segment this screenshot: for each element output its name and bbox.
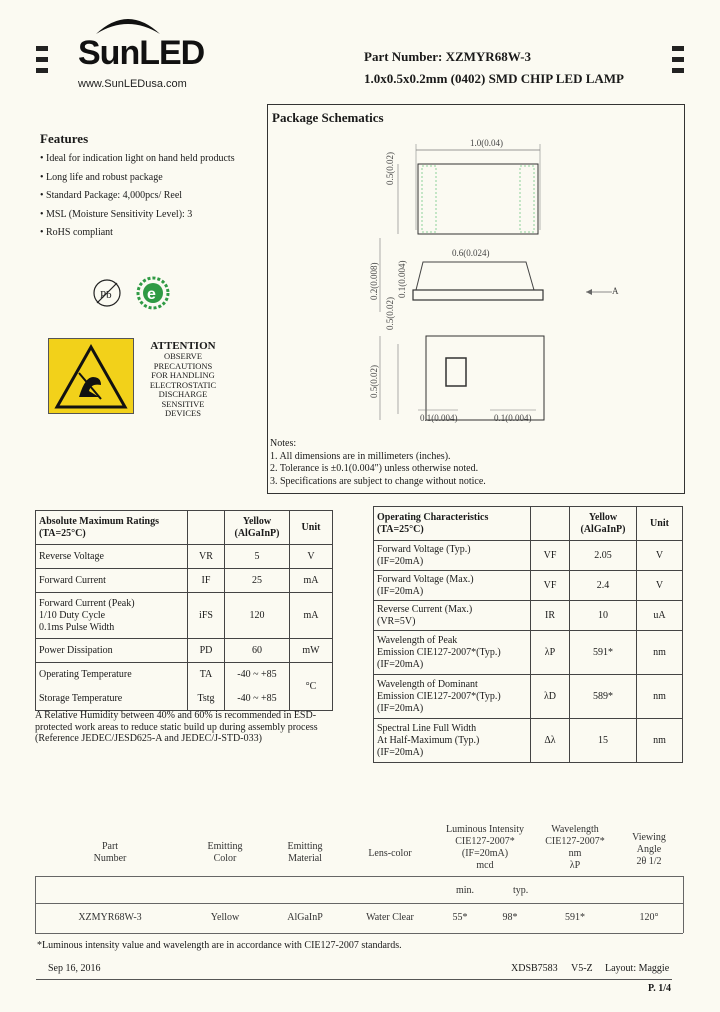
row-typ: 98* — [502, 912, 518, 923]
op-symbol: VF — [531, 571, 570, 601]
rating-unit: mA — [290, 569, 333, 593]
abs-max-table — [35, 510, 333, 711]
rating-name: Storage Temperature — [36, 687, 188, 711]
feature-item: • MSL (Moisture Sensitivity Level): 3 — [40, 206, 270, 225]
logo-arc-icon — [92, 10, 164, 36]
notes-title: Notes: — [270, 438, 297, 449]
rohs-e-text: e — [147, 286, 156, 303]
rating-name: Forward Current (Peak) — [39, 597, 135, 609]
dim-top: 1.0(0.04) — [470, 138, 503, 148]
footer-version: V5-Z — [571, 963, 593, 974]
op-unit: nm — [637, 719, 683, 763]
h-angle: Viewing — [632, 832, 666, 843]
h-iv-4: mcd — [476, 860, 494, 871]
op-param: Wavelength of Peak — [377, 634, 458, 646]
note-item: 2. Tolerance is ±0.1(0.004") unless otherwise noted. — [270, 463, 479, 474]
op-value: 591* — [570, 631, 637, 675]
op-param-2: Emission CIE127-2007*(Typ.) — [377, 690, 501, 702]
op-symbol: λD — [531, 675, 570, 719]
operating-char-table — [373, 506, 683, 763]
h-angle-3: 2θ 1/2 — [636, 856, 662, 867]
feature-item: • Ideal for indication light on hand held products — [40, 150, 270, 169]
col-unit: Unit — [290, 511, 333, 545]
part-table-divider-mid — [35, 903, 683, 904]
op-param-cond: (IF=20mA) — [377, 658, 424, 670]
esd-warning-icon — [48, 338, 134, 414]
pad-right — [520, 166, 534, 232]
footer-doc: XDSB7583 — [511, 963, 558, 974]
op-param-cond: (IF=20mA) — [377, 585, 424, 597]
h-iv-3: (IF=20mA) — [461, 848, 509, 859]
op-col-material: (AlGaInP) — [580, 523, 626, 535]
op-param-2: At Half-Maximum (Typ.) — [377, 734, 480, 746]
part-table-row — [35, 912, 683, 923]
feature-item: • RoHS compliant — [40, 224, 270, 243]
rating-value: -40 ~ +85 — [225, 663, 290, 687]
op-symbol: λP — [531, 631, 570, 675]
side-view-dome — [416, 262, 534, 290]
op-param-cond: (IF=20mA) — [377, 702, 424, 714]
op-unit: nm — [637, 675, 683, 719]
op-col-unit: Unit — [637, 507, 683, 541]
h-color-2: Color — [213, 853, 237, 864]
h-color: Emitting — [207, 841, 243, 852]
h-iv: Luminous Intensity — [445, 824, 525, 835]
op-value: 589* — [570, 675, 637, 719]
rating-value: 120 — [225, 593, 290, 639]
rating-unit: °C — [290, 663, 333, 711]
note-item: 1. All dimensions are in millimeters (inches). — [270, 450, 451, 462]
note-item: 3. Specifications are subject to change without notice. — [270, 475, 486, 487]
col-material: (AlGaInP) — [234, 527, 280, 539]
op-param-cond: (IF=20mA) — [377, 555, 424, 567]
h-material-2: Material — [288, 853, 322, 864]
attention-line: OBSERVE PRECAUTIONS — [153, 351, 213, 371]
right-margin-bars — [672, 46, 684, 79]
h-part-2: Number — [93, 853, 127, 864]
op-temp: (TA=25°C) — [377, 523, 424, 535]
rating-unit: V — [290, 545, 333, 569]
op-param: Spectral Line Full Width — [377, 722, 477, 734]
bottom-view-body — [426, 336, 544, 420]
attention-block — [138, 340, 228, 419]
brand-logo: SunLED — [78, 34, 205, 72]
dim-left-total: 0.2(0.008) — [369, 262, 379, 300]
op-symbol: IR — [531, 601, 570, 631]
attention-title: ATTENTION — [150, 340, 216, 352]
attention-line: FOR HANDLING — [151, 370, 215, 380]
schematic-notes — [270, 438, 486, 488]
rating-value: 60 — [225, 639, 290, 663]
row-lens: Water Clear — [366, 912, 414, 923]
op-param: Forward Voltage (Max.) — [377, 573, 474, 585]
rating-symbol: TA — [188, 663, 225, 687]
rating-unit: mW — [290, 639, 333, 663]
row-material: AlGaInP — [287, 912, 323, 923]
rating-name: Power Dissipation — [36, 639, 188, 663]
rating-value: -40 ~ +85 — [225, 687, 290, 711]
op-value: 10 — [570, 601, 637, 631]
h-wl-2: CIE127-2007* — [545, 836, 605, 847]
brand-url[interactable]: www.SunLEDusa.com — [78, 78, 187, 90]
abs-max-heading: Absolute Maximum Ratings — [39, 515, 160, 527]
rating-name: Forward Current — [36, 569, 188, 593]
part-table-header — [35, 824, 683, 872]
part-table-divider-top — [35, 876, 683, 877]
page-subtitle: 1.0x0.5x0.2mm (0402) SMD CHIP LED LAMP — [364, 71, 624, 86]
rating-symbol: PD — [188, 639, 225, 663]
pad-left — [422, 166, 436, 232]
pb-text: Pb — [100, 289, 112, 301]
op-value: 2.05 — [570, 541, 637, 571]
dim-center: 0.6(0.024) — [452, 248, 490, 258]
dim-left-lower: 0.5(0.02) — [385, 297, 395, 330]
attention-line: SENSITIVE — [161, 398, 205, 409]
feature-item: • Long life and robust package — [40, 169, 270, 188]
rating-name-3: 0.1ms Pulse Width — [39, 621, 115, 633]
part-table-divider-bottom — [35, 933, 683, 934]
op-value: 2.4 — [570, 571, 637, 601]
h-part: Part — [101, 841, 119, 852]
rating-symbol: iFS — [188, 593, 225, 639]
dim-left-upper: 0.5(0.02) — [385, 152, 395, 185]
h-wl-4: λP — [569, 860, 581, 871]
side-view-substrate — [413, 290, 543, 300]
op-unit: uA — [637, 601, 683, 631]
part-table-left-edge — [35, 876, 36, 933]
op-unit: V — [637, 541, 683, 571]
part-table-right-edge — [683, 876, 684, 933]
row-angle: 120° — [639, 912, 659, 923]
rating-name: Operating Temperature — [36, 663, 188, 687]
row-part: XZMYR68W-3 — [78, 912, 142, 923]
footer-rule — [36, 979, 672, 980]
dim-bottom-left: 0.1(0.004) — [420, 413, 458, 423]
op-param: Reverse Current (Max.) — [377, 603, 473, 615]
dim-bottom-right: 0.1(0.004) — [494, 413, 532, 423]
footer-layout: Layout: Maggie — [605, 963, 670, 974]
op-param-cond: (VR=5V) — [377, 615, 416, 627]
op-heading: Operating Characteristics — [377, 511, 489, 523]
op-param: Forward Voltage (Typ.) — [377, 543, 471, 555]
h-iv-2: CIE127-2007* — [455, 836, 515, 847]
row-wl: 591* — [565, 912, 585, 923]
op-unit: nm — [637, 631, 683, 675]
footer-date: Sep 16, 2016 — [48, 963, 101, 974]
op-param-2: Emission CIE127-2007*(Typ.) — [377, 646, 501, 658]
op-param: Wavelength of Dominant — [377, 678, 478, 690]
attention-line: DEVICES — [165, 408, 201, 418]
pb-free-icon — [92, 278, 122, 308]
rating-value: 5 — [225, 545, 290, 569]
h-material: Emitting — [287, 841, 323, 852]
col-yellow: Yellow — [242, 515, 272, 527]
left-margin-bars — [36, 46, 48, 79]
dim-left-mid: 0.1(0.004) — [397, 260, 407, 298]
features-title: Features — [40, 131, 89, 146]
bottom-pad-mark — [446, 358, 466, 386]
rating-symbol: VR — [188, 545, 225, 569]
rating-symbol: Tstg — [188, 687, 225, 711]
footer-page: P. 1/4 — [648, 983, 671, 994]
rating-value: 25 — [225, 569, 290, 593]
part-footnote: *Luminous intensity value and wavelength are in accordance with CIE127-2007 standards. — [37, 940, 402, 951]
h-typ: typ. — [513, 885, 529, 896]
rating-name: Reverse Voltage — [36, 545, 188, 569]
op-value: 15 — [570, 719, 637, 763]
op-symbol: VF — [531, 541, 570, 571]
op-symbol: Δλ — [531, 719, 570, 763]
h-wl-3: nm — [568, 848, 582, 859]
op-unit: V — [637, 571, 683, 601]
rating-symbol: IF — [188, 569, 225, 593]
feature-item: • Standard Package: 4,000pcs/ Reel — [40, 187, 270, 206]
dim-left-bottom: 0.5(0.02) — [369, 365, 379, 398]
row-min: 55* — [452, 912, 468, 923]
abs-max-temp: (TA=25°C) — [39, 527, 86, 539]
attention-line: ELECTROSTATIC — [149, 379, 217, 390]
rating-name-2: 1/10 Duty Cycle — [39, 609, 106, 621]
op-param-cond: (IF=20mA) — [377, 746, 424, 758]
h-min: min. — [456, 885, 475, 896]
top-view-body — [418, 164, 538, 234]
h-angle-2: Angle — [636, 844, 662, 855]
part-number: Part Number: XZMYR68W-3 — [364, 49, 532, 64]
arrow-label: A — [612, 286, 619, 296]
humidity-note: A Relative Humidity between 40% and 60% is recommended in ESD-protected work areas to reduce static build up during assembly process (Reference JEDEC/JESD625-A and JEDEC/J-STD-033) — [35, 710, 318, 744]
h-lens: Lens-color — [368, 847, 412, 859]
attention-line: DISCHARGE — [158, 389, 208, 399]
package-drawing — [268, 130, 682, 440]
op-col-yellow: Yellow — [588, 511, 618, 523]
h-wl: Wavelength — [551, 824, 599, 835]
rating-unit: mA — [290, 593, 333, 639]
rohs-e-icon — [136, 276, 170, 310]
features-list — [40, 150, 270, 243]
schematics-title: Package Schematics — [272, 110, 384, 125]
row-color: Yellow — [210, 912, 240, 923]
